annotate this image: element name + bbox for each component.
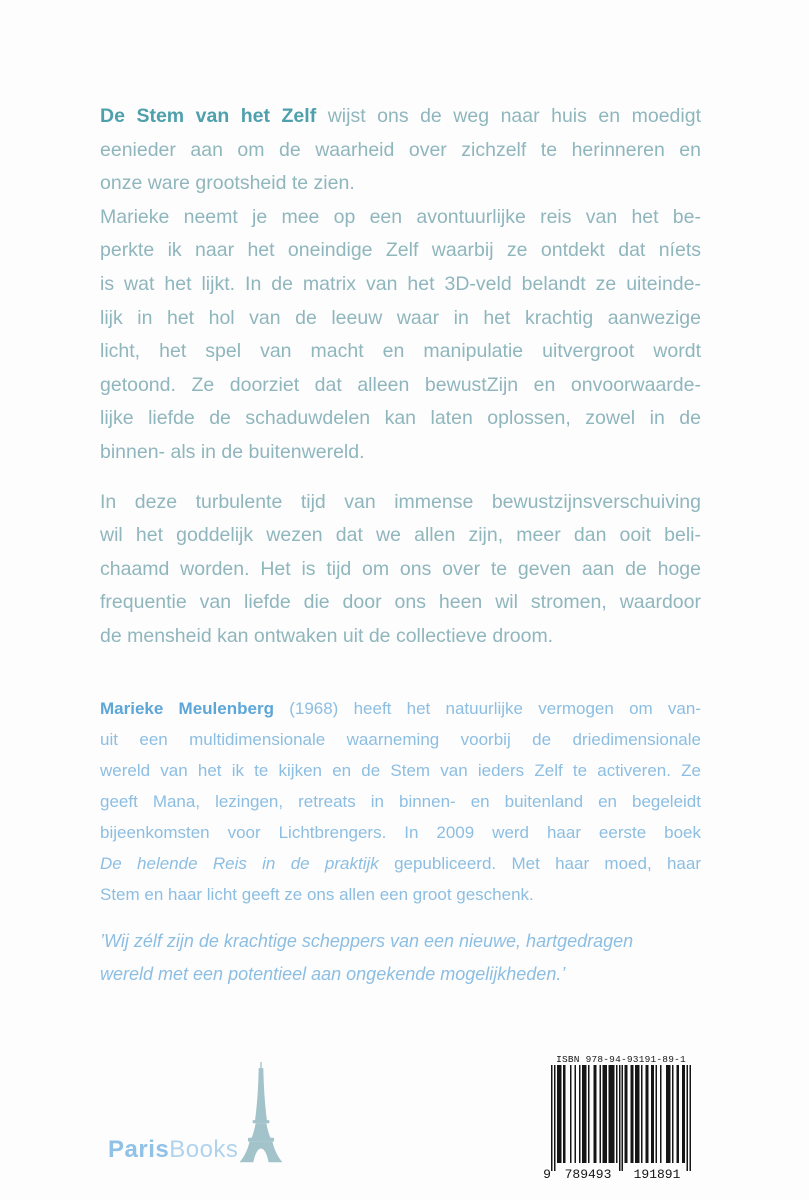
eiffel-tower-icon bbox=[238, 1062, 284, 1163]
text-line: geeft Mana, lezingen, retreats in binnen- en buitenland en begeleidt bbox=[100, 791, 701, 811]
barcode-bars bbox=[551, 1065, 691, 1171]
text-line: De Stem van het Zelf wijst ons de weg naar huis en moedigt bbox=[100, 105, 701, 127]
author-quote bbox=[100, 925, 701, 991]
barcode-digit-right-group: 191891 bbox=[633, 1167, 681, 1179]
barcode-digit-lead: 9 bbox=[543, 1167, 551, 1179]
text-line: de mensheid kan ontwaken uit de collectieve droom. bbox=[100, 624, 554, 647]
publisher-name-paris: Paris bbox=[108, 1136, 170, 1163]
text-line: bijeenkomsten voor Lichtbrengers. In 2009 werd haar eerste boek bbox=[100, 822, 701, 842]
author-bio bbox=[100, 693, 701, 910]
text-line: eenieder aan om de waarheid over zichzelf te herinneren en bbox=[100, 138, 701, 161]
text-line: Stem en haar licht geeft ze ons allen een groot geschenk. bbox=[100, 884, 534, 904]
publisher-name-books: Books bbox=[169, 1136, 239, 1163]
text-line: frequentie van liefde die door ons heen wil stromen, waardoor bbox=[100, 591, 701, 614]
text-line: uit een multidimensionale waarneming voorbij de driedimensionale bbox=[100, 729, 701, 749]
isbn-label: ISBN 978-94-93191-89-1 bbox=[556, 1054, 686, 1065]
text-line: chaamd worden. Het is tijd om ons over te geven aan de hoge bbox=[100, 557, 701, 580]
synopsis-paragraph-2 bbox=[100, 486, 701, 654]
back-cover-text-column bbox=[100, 100, 701, 991]
text-line: lijk in het hol van de leeuw waar in het krachtig aanwezige bbox=[100, 306, 701, 329]
text-line: licht, het spel van macht en manipulatie uitvergroot wordt bbox=[100, 340, 701, 363]
text-line: De helende Reis in de praktijk gepubliceerd. Met haar moed, haar bbox=[100, 853, 701, 873]
text-line: ’Wij zélf zijn de krachtige scheppers van een nieuwe, hartgedragen bbox=[100, 930, 634, 951]
text-line: In deze turbulente tijd van immense bewustzijnsverschuiving bbox=[100, 490, 701, 513]
text-line: perkte ik naar het oneindige Zelf waarbij ze ontdekt dat níets bbox=[100, 239, 701, 262]
text-line: lijke liefde de schaduwdelen kan laten oplossen, zowel in de bbox=[100, 407, 701, 430]
isbn-barcode bbox=[543, 1051, 693, 1179]
text-line: wereld van het ik te kijken en de Stem van ieders Zelf te activeren. Ze bbox=[100, 760, 701, 780]
text-line: onze ware grootsheid te zien. bbox=[100, 172, 355, 195]
text-line: getoond. Ze doorziet dat alleen bewustZijn en onvoorwaarde- bbox=[100, 373, 701, 396]
barcode-digit-left-group: 789493 bbox=[564, 1167, 612, 1179]
publisher-logo bbox=[108, 1138, 238, 1162]
text-line: binnen- als in de buitenwereld. bbox=[100, 440, 365, 463]
text-line: wil het goddelijk wezen dat we allen zijn, meer dan ooit beli- bbox=[100, 524, 701, 547]
text-line: Marieke Meulenberg (1968) heeft het natuurlijke vermogen om van- bbox=[100, 698, 701, 718]
text-line: Marieke neemt je mee op een avontuurlijke reis van het be- bbox=[100, 205, 701, 228]
text-line: is wat het lijkt. In de matrix van het 3D-veld belandt ze uiteinde- bbox=[100, 272, 701, 295]
synopsis-paragraph-1 bbox=[100, 100, 701, 470]
text-line: wereld met een potentieel aan ongekende mogelijkheden.’ bbox=[100, 963, 566, 984]
